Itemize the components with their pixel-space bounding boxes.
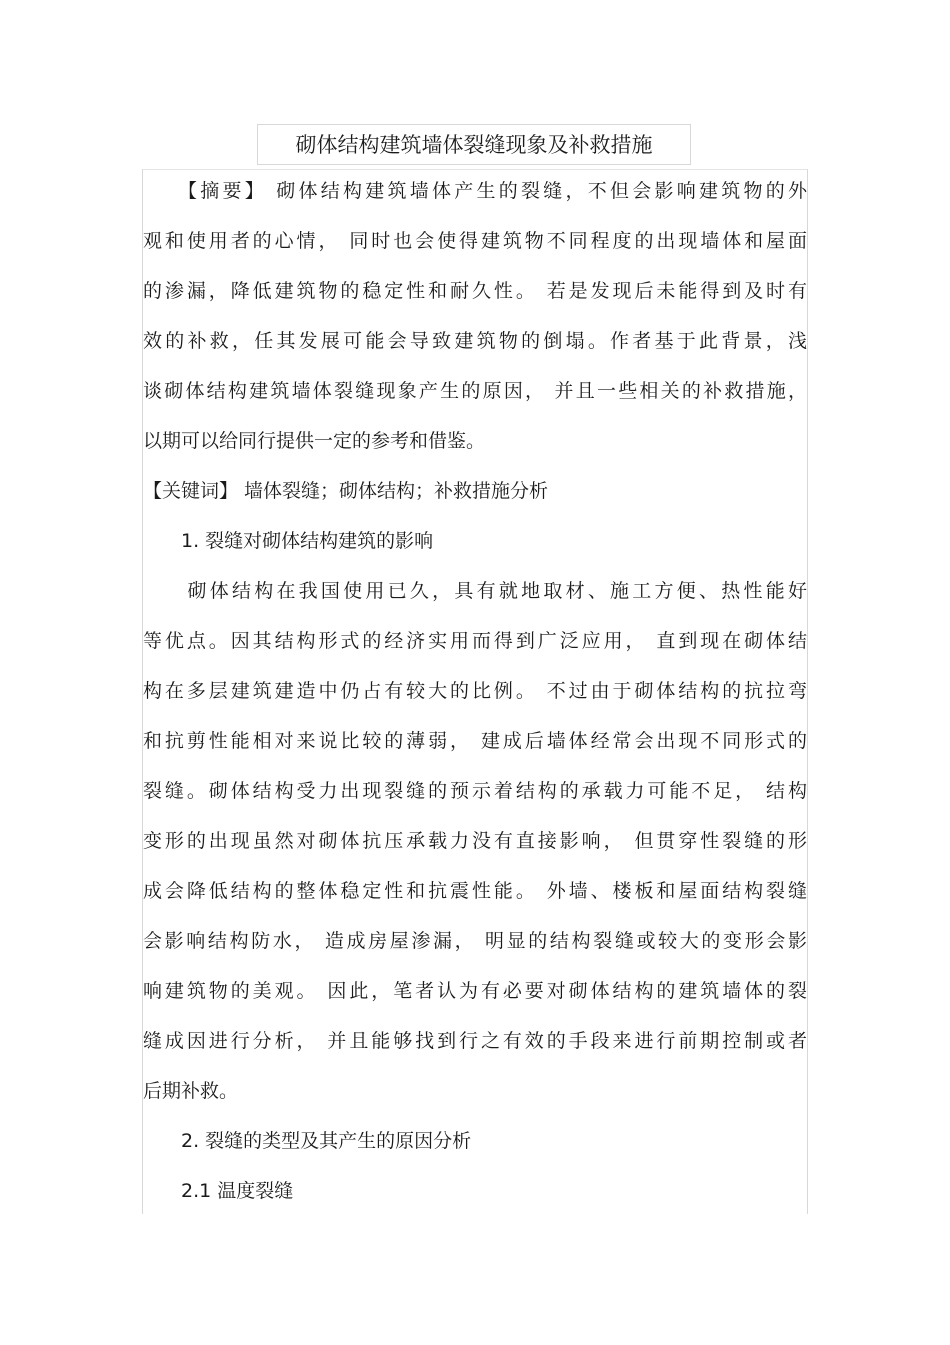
paragraph-line: 构在多层建筑建造中仍占有较大的比例。 不过由于砌体结构的抗拉弯 (143, 680, 807, 702)
section-heading-2: 2. 裂缝的类型及其产生的原因分析 (143, 1130, 472, 1152)
paragraph-line: 会影响结构防水， 造成房屋渗漏， 明显的结构裂缝或较大的变形会影 (143, 930, 807, 952)
paragraph-line: 砌体结构在我国使用已久，具有就地取材、施工方便、热性能好 (143, 580, 807, 602)
abstract-line-6: 以期可以给同行提供一定的参考和借鉴。 (143, 430, 486, 452)
abstract-line-2: 观和使用者的心情， 同时也会使得建筑物不同程度的出现墙体和屋面 (143, 230, 807, 252)
abstract-line-5: 谈砌体结构建筑墙体裂缝现象产生的原因， 并且一些相关的补救措施， (143, 380, 807, 402)
abstract-line-1: 【摘要】 砌体结构建筑墙体产生的裂缝，不但会影响建筑物的外 (143, 180, 807, 202)
document-body (142, 169, 808, 1214)
abstract-line-3: 的渗漏，降低建筑物的稳定性和耐久性。 若是发现后未能得到及时有 (143, 280, 807, 302)
subsection-heading-2-1: 2.1 温度裂缝 (143, 1180, 294, 1202)
paragraph-line: 缝成因进行分析， 并且能够找到行之有效的手段来进行前期控制或者 (143, 1030, 807, 1052)
paragraph-line: 后期补救。 (143, 1080, 239, 1102)
paragraph-line: 等优点。因其结构形式的经济实用而得到广泛应用， 直到现在砌体结 (143, 630, 807, 652)
paragraph-line: 裂缝。砌体结构受力出现裂缝的预示着结构的承载力可能不足， 结构 (143, 780, 807, 802)
paragraph-line: 和抗剪性能相对来说比较的薄弱， 建成后墙体经常会出现不同形式的 (143, 730, 807, 752)
paragraph-line: 变形的出现虽然对砌体抗压承载力没有直接影响， 但贯穿性裂缝的形 (143, 830, 807, 852)
paragraph-line: 响建筑物的美观。 因此，笔者认为有必要对砌体结构的建筑墙体的裂 (143, 980, 807, 1002)
paragraph-line: 成会降低结构的整体稳定性和抗震性能。 外墙、楼板和屋面结构裂缝 (143, 880, 807, 902)
document-title: 砌体结构建筑墙体裂缝现象及补救措施 (257, 124, 691, 165)
abstract-line-4: 效的补救，任其发展可能会导致建筑物的倒塌。作者基于此背景，浅 (143, 330, 807, 352)
keywords-line: 【关键词】 墙体裂缝；砌体结构；补救措施分析 (143, 480, 549, 502)
section-heading-1: 1. 裂缝对砌体结构建筑的影响 (143, 530, 434, 552)
